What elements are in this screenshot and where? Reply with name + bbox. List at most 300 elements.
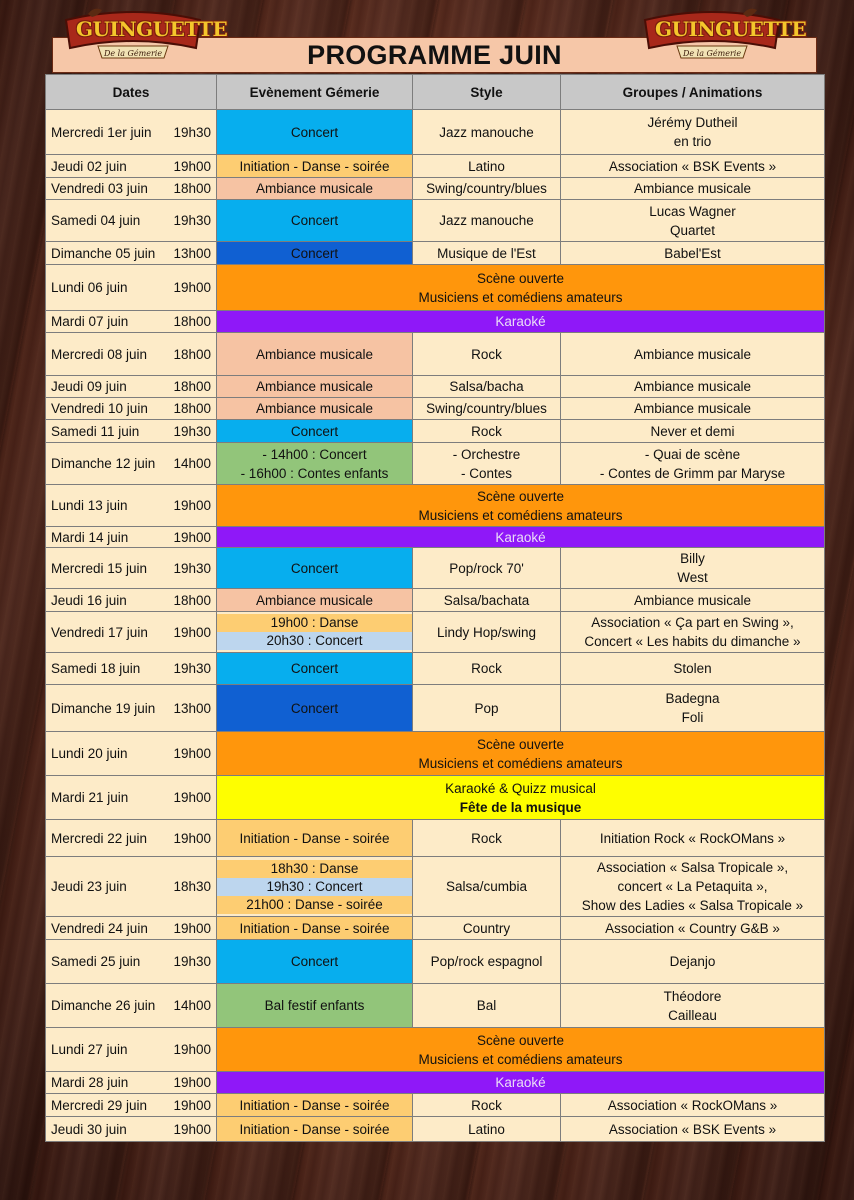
date-time: 19h00: [173, 920, 211, 936]
event-part: 21h00 : Danse - soirée: [217, 896, 412, 914]
date-time: 14h00: [173, 998, 211, 1013]
date-time: 19h00: [173, 498, 211, 513]
groups-label: Never et demi: [650, 423, 735, 439]
style-label: Rock: [471, 830, 502, 846]
groups-cell: [561, 1094, 825, 1117]
date-content: [51, 399, 211, 418]
date-time: 18h00: [173, 346, 211, 362]
groups-cell: [561, 398, 825, 420]
style-label: Swing/country/blues: [426, 181, 547, 196]
date-cell: [46, 485, 217, 527]
date-content: [51, 312, 211, 331]
date-time: 19h30: [173, 213, 211, 228]
date-content: [51, 659, 211, 678]
groups-label: Ambiance musicale: [633, 181, 752, 196]
event-label: Initiation - Danse - soirée: [239, 158, 390, 174]
style-cell: [413, 917, 561, 940]
date-time: 19h00: [173, 1075, 211, 1090]
date-day: Mercredi 08 juin: [51, 346, 148, 362]
date-day: Jeudi 30 juin: [51, 1121, 127, 1137]
event-label: Concert: [290, 245, 339, 261]
groups-cell: [561, 857, 825, 917]
groups-label: Ambiance musicale: [633, 346, 752, 362]
table-row: [46, 732, 825, 776]
date-time: 19h00: [173, 790, 211, 805]
style-label: Jazz manouche: [439, 213, 534, 228]
event-label: Initiation - Danse - soirée: [239, 830, 390, 846]
event-label: Concert: [290, 661, 339, 676]
event-cell: [217, 265, 825, 311]
event-part: 19h00 : Danse: [217, 614, 412, 632]
event-label: Karaoké & Quizz musical: [445, 780, 596, 796]
event-label: Initiation - Danse - soirée: [239, 1121, 390, 1137]
event-cell: [217, 984, 413, 1028]
style-label: Pop/rock espagnol: [430, 954, 543, 969]
date-cell: [46, 917, 217, 940]
groups-cell: [561, 548, 825, 589]
table-row: [46, 485, 825, 527]
date-cell: [46, 398, 217, 420]
guinguette-logo-left: [58, 4, 228, 68]
event-label: Ambiance musicale: [255, 401, 374, 416]
event-label: Ambiance musicale: [255, 181, 374, 196]
style-cell: [413, 653, 561, 685]
date-content: [51, 345, 211, 364]
table-row: [46, 820, 825, 857]
table-row: [46, 242, 825, 265]
date-day: Mardi 21 juin: [51, 790, 129, 805]
groups-label: Stolen: [673, 661, 712, 676]
event-label: Initiation - Danse - soirée: [239, 1097, 390, 1113]
date-content: [51, 454, 211, 473]
date-cell: [46, 1094, 217, 1117]
event-label: Karaoké: [495, 314, 546, 329]
date-cell: [46, 200, 217, 242]
table-row: [46, 1094, 825, 1117]
table-row: [46, 420, 825, 443]
table-row: [46, 443, 825, 485]
date-day: Mardi 14 juin: [51, 529, 129, 545]
date-cell: [46, 612, 217, 653]
date-cell: [46, 653, 217, 685]
date-cell: [46, 333, 217, 376]
date-day: Jeudi 09 juin: [51, 379, 127, 394]
style-cell: [413, 940, 561, 984]
style-cell: [413, 548, 561, 589]
date-day: Jeudi 16 juin: [51, 592, 127, 608]
groups-cell: [561, 589, 825, 612]
style-cell: [413, 420, 561, 443]
date-time: 14h00: [173, 456, 211, 471]
event-part: 20h30 : Concert: [217, 632, 412, 650]
event-cell: [217, 420, 413, 443]
table-row: [46, 1117, 825, 1142]
date-cell: [46, 242, 217, 265]
date-content: [51, 422, 211, 441]
groups-label: Association « RockOMans »: [607, 1097, 778, 1113]
event-part: 19h30 : Concert: [217, 878, 412, 896]
date-day: Samedi 11 juin: [51, 423, 140, 439]
table-row: [46, 333, 825, 376]
table-row: [46, 155, 825, 178]
table-row: [46, 1028, 825, 1072]
date-time: 18h30: [173, 879, 211, 894]
date-content: [51, 788, 211, 807]
date-cell: [46, 265, 217, 311]
date-day: Mercredi 29 juin: [51, 1097, 148, 1113]
date-time: 13h00: [173, 700, 211, 716]
style-label: Swing/country/blues: [426, 401, 547, 416]
style-label: Lindy Hop/swing: [436, 624, 537, 640]
date-day: Dimanche 12 juin: [51, 456, 156, 471]
style-label: Latino: [468, 1121, 505, 1137]
event-cell: [217, 376, 413, 398]
date-cell: [46, 443, 217, 485]
date-content: [51, 829, 211, 848]
groups-cell: [561, 242, 825, 265]
logo-sub-left: De la Gémerie: [103, 49, 163, 58]
date-day: Samedi 18 juin: [51, 661, 141, 676]
event-cell: [217, 820, 413, 857]
date-cell: [46, 685, 217, 732]
date-time: 19h30: [173, 560, 211, 576]
style-cell: [413, 984, 561, 1028]
event-cell: [217, 485, 825, 527]
date-day: Dimanche 26 juin: [51, 998, 156, 1013]
event-cell: [217, 612, 413, 653]
date-cell: [46, 732, 217, 776]
date-day: Vendredi 17 juin: [51, 624, 148, 640]
groups-label: Ambiance musicale: [633, 592, 752, 608]
date-time: 18h00: [173, 181, 211, 196]
event-cell: [217, 1117, 413, 1142]
groups-label: Association « Salsa Tropicale », concert « La Petaquita », Show des Ladies « Salsa Tropicale »: [581, 860, 804, 913]
event-label: Scène ouverte Musiciens et comédiens amateurs: [418, 736, 623, 771]
groups-cell: [561, 612, 825, 653]
date-cell: [46, 155, 217, 178]
style-cell: [413, 1094, 561, 1117]
event-label: Concert: [290, 954, 339, 969]
date-day: Lundi 27 juin: [51, 1042, 128, 1057]
event-highlight: Fête de la musique: [459, 799, 582, 815]
event-cell: [217, 548, 413, 589]
date-content: [51, 1096, 211, 1115]
style-label: - Orchestre - Contes: [452, 446, 521, 481]
table-row: [46, 776, 825, 820]
table-row: [46, 1072, 825, 1094]
style-cell: [413, 857, 561, 917]
table-row: [46, 110, 825, 155]
date-content: [51, 123, 211, 142]
date-time: 19h30: [173, 124, 211, 140]
date-cell: [46, 548, 217, 589]
style-label: Rock: [471, 346, 502, 362]
event-cell: [217, 110, 413, 155]
groups-cell: [561, 178, 825, 200]
event-label: Scène ouverte Musiciens et comédiens amateurs: [418, 270, 623, 305]
date-day: Mardi 28 juin: [51, 1075, 129, 1090]
style-cell: [413, 200, 561, 242]
table-row: [46, 917, 825, 940]
schedule-table: [45, 74, 825, 1142]
event-label: Ambiance musicale: [255, 346, 374, 362]
table-row: [46, 200, 825, 242]
date-time: 19h00: [173, 158, 211, 174]
style-label: Salsa/bachata: [443, 592, 530, 608]
event-cell: [217, 155, 413, 178]
date-content: [51, 157, 211, 176]
date-content: [51, 244, 211, 263]
event-cell: [217, 200, 413, 242]
table-row: [46, 548, 825, 589]
style-label: Jazz manouche: [439, 124, 534, 140]
date-cell: [46, 857, 217, 917]
event-cell: [217, 242, 413, 265]
groups-cell: [561, 917, 825, 940]
groups-cell: [561, 420, 825, 443]
date-time: 18h00: [173, 592, 211, 608]
date-cell: [46, 527, 217, 548]
date-time: 18h00: [173, 314, 211, 329]
date-day: Dimanche 19 juin: [51, 700, 156, 716]
date-day: Jeudi 02 juin: [51, 158, 127, 174]
event-cell: [217, 1094, 413, 1117]
groups-cell: [561, 820, 825, 857]
event-label: Concert: [290, 124, 339, 140]
groups-label: Association « BSK Events »: [608, 1121, 777, 1137]
groups-label: Billy West: [677, 551, 708, 585]
date-cell: [46, 311, 217, 333]
event-cell: [217, 917, 413, 940]
date-time: 13h00: [173, 245, 211, 261]
groups-cell: [561, 685, 825, 732]
style-cell: [413, 589, 561, 612]
date-cell: [46, 1117, 217, 1142]
table-row: [46, 589, 825, 612]
event-label: Scène ouverte Musiciens et comédiens amateurs: [418, 488, 623, 523]
date-time: 19h00: [173, 624, 211, 640]
column-header-event: Evènement Gémerie: [217, 75, 413, 110]
date-time: 19h30: [173, 423, 211, 439]
event-cell: [217, 776, 825, 820]
date-time: 19h30: [173, 954, 211, 969]
groups-cell: [561, 653, 825, 685]
groups-label: Jérémy Dutheil en trio: [647, 115, 738, 149]
event-cell: [217, 311, 825, 333]
groups-cell: [561, 110, 825, 155]
event-cell: [217, 685, 413, 732]
date-content: [51, 211, 211, 230]
table-row: [46, 398, 825, 420]
date-day: Mercredi 1er juin: [51, 124, 152, 140]
date-content: [51, 278, 211, 297]
style-cell: [413, 376, 561, 398]
date-day: Lundi 13 juin: [51, 498, 128, 513]
column-header-style: Style: [413, 75, 561, 110]
date-content: [51, 996, 211, 1015]
date-cell: [46, 376, 217, 398]
date-content: [51, 952, 211, 971]
event-cell: [217, 178, 413, 200]
event-label: Bal festif enfants: [264, 998, 365, 1013]
style-cell: [413, 333, 561, 376]
table-row: [46, 685, 825, 732]
date-content: [51, 377, 211, 396]
groups-cell: [561, 333, 825, 376]
table-row: [46, 178, 825, 200]
event-cell: [217, 589, 413, 612]
style-label: Pop/rock 70': [449, 560, 524, 576]
table-row: [46, 940, 825, 984]
groups-label: Dejanjo: [669, 954, 716, 969]
date-time: 18h00: [173, 379, 211, 394]
logo-sub-right: De la Gémerie: [682, 49, 742, 58]
event-cell: [217, 857, 413, 917]
date-cell: [46, 776, 217, 820]
style-label: Rock: [471, 1097, 502, 1113]
date-time: 19h00: [173, 830, 211, 846]
style-cell: [413, 820, 561, 857]
date-time: 18h00: [173, 401, 211, 416]
style-cell: [413, 443, 561, 485]
groups-cell: [561, 1117, 825, 1142]
date-cell: [46, 1072, 217, 1094]
groups-label: Ambiance musicale: [633, 379, 752, 394]
event-cell: [217, 653, 413, 685]
style-cell: [413, 398, 561, 420]
date-content: [51, 1120, 211, 1139]
event-cell: [217, 527, 825, 548]
style-label: Bal: [476, 998, 497, 1013]
date-day: Vendredi 10 juin: [51, 401, 148, 416]
groups-cell: [561, 376, 825, 398]
event-label: Concert: [290, 213, 339, 228]
date-day: Vendredi 24 juin: [51, 920, 148, 936]
page-title: PROGRAMME JUIN: [307, 40, 562, 70]
groups-cell: [561, 940, 825, 984]
table-row: [46, 857, 825, 917]
table-row: [46, 612, 825, 653]
event-label: Initiation - Danse - soirée: [239, 920, 390, 936]
date-content: [51, 919, 211, 938]
groups-label: Badegna Foli: [665, 691, 720, 725]
date-cell: [46, 820, 217, 857]
event-cell: [217, 333, 413, 376]
date-time: 19h00: [173, 746, 211, 761]
date-cell: [46, 589, 217, 612]
style-label: Salsa/cumbia: [445, 879, 528, 894]
groups-cell: [561, 200, 825, 242]
event-label: Karaoké: [495, 1075, 546, 1090]
style-label: Musique de l'Est: [437, 245, 536, 261]
style-cell: [413, 242, 561, 265]
date-cell: [46, 110, 217, 155]
date-content: [51, 877, 211, 896]
date-cell: [46, 1028, 217, 1072]
event-label: - 14h00 : Concert - 16h00 : Contes enfants: [240, 446, 389, 481]
date-day: Lundi 20 juin: [51, 746, 128, 761]
date-time: 19h00: [173, 1097, 211, 1113]
date-day: Dimanche 05 juin: [51, 245, 156, 261]
style-label: Salsa/bacha: [449, 379, 524, 394]
table-row: [46, 653, 825, 685]
logo-word-right: GUINGUETTE: [655, 17, 807, 41]
date-time: 19h00: [173, 1042, 211, 1057]
table-header-row: [46, 75, 825, 110]
style-cell: [413, 178, 561, 200]
date-day: Jeudi 23 juin: [51, 879, 127, 894]
date-time: 19h00: [173, 280, 211, 295]
event-label: Scène ouverte Musiciens et comédiens amateurs: [418, 1032, 623, 1067]
date-day: Mercredi 22 juin: [51, 830, 148, 846]
date-content: [51, 528, 211, 547]
table-row: [46, 984, 825, 1028]
date-day: Samedi 25 juin: [51, 954, 141, 969]
column-header-dates: Dates: [46, 75, 217, 110]
event-label: Ambiance musicale: [255, 379, 374, 394]
date-content: [51, 591, 211, 610]
event-label: Ambiance musicale: [255, 592, 374, 608]
event-cell: [217, 1072, 825, 1094]
date-day: Lundi 06 juin: [51, 280, 128, 295]
style-cell: [413, 1117, 561, 1142]
date-cell: [46, 178, 217, 200]
groups-label: - Quai de scène - Contes de Grimm par Maryse: [599, 446, 786, 481]
groups-cell: [561, 155, 825, 178]
date-content: [51, 744, 211, 763]
date-content: [51, 1040, 211, 1059]
event-label: Concert: [290, 423, 339, 439]
event-cell: [217, 1028, 825, 1072]
logo-word-left: GUINGUETTE: [76, 17, 228, 41]
style-cell: [413, 685, 561, 732]
event-label: Concert: [290, 560, 339, 576]
date-time: 19h00: [173, 1121, 211, 1137]
groups-cell: [561, 984, 825, 1028]
event-label: Concert: [290, 700, 339, 716]
table-row: [46, 376, 825, 398]
date-day: Vendredi 03 juin: [51, 181, 148, 196]
table-row: [46, 527, 825, 548]
groups-label: Ambiance musicale: [633, 401, 752, 416]
groups-label: Association « BSK Events »: [608, 158, 777, 174]
date-content: [51, 623, 211, 642]
guinguette-logo-right: [637, 4, 807, 68]
style-cell: [413, 110, 561, 155]
groups-label: Lucas Wagner Quartet: [649, 203, 736, 238]
date-cell: [46, 984, 217, 1028]
event-cell: [217, 732, 825, 776]
event-cell: [217, 940, 413, 984]
groups-label: Théodore Cailleau: [663, 988, 722, 1023]
date-content: [51, 699, 211, 718]
style-label: Rock: [471, 661, 502, 676]
date-day: Mercredi 15 juin: [51, 560, 148, 576]
date-content: [51, 496, 211, 515]
table-row: [46, 265, 825, 311]
event-cell: [217, 398, 413, 420]
event-part: 18h30 : Danse: [217, 860, 412, 878]
groups-label: Initiation Rock « RockOMans »: [599, 830, 786, 846]
event-cell: [217, 443, 413, 485]
date-cell: [46, 420, 217, 443]
date-day: Samedi 04 juin: [51, 213, 141, 228]
table-row: [46, 311, 825, 333]
event-label: Karaoké: [495, 529, 546, 545]
style-label: Latino: [468, 158, 505, 174]
column-header-groups: Groupes / Animations: [561, 75, 825, 110]
date-time: 19h00: [173, 529, 211, 545]
